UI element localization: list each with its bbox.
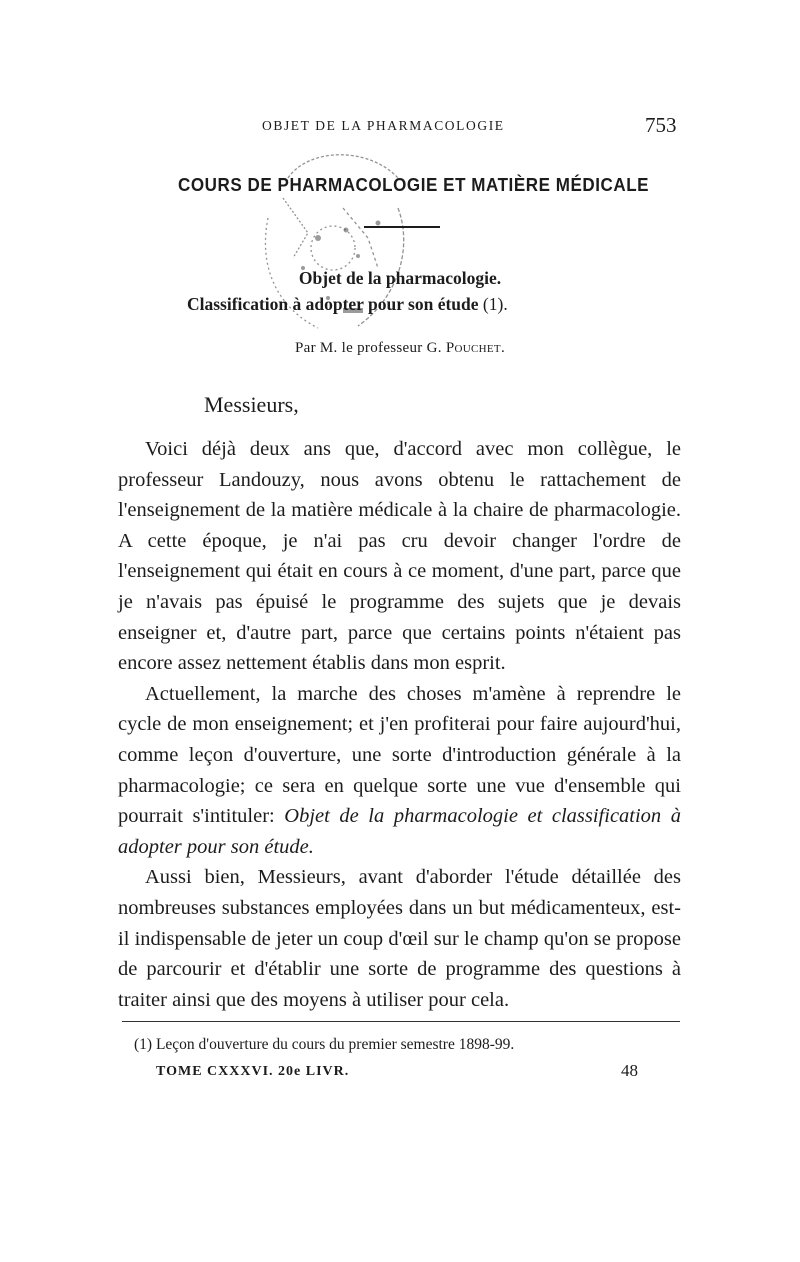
signature-number: 48: [621, 1061, 638, 1080]
paragraph-1: Voici déjà deux ans que, d'accord avec mon collègue, le professeur Landouzy, nous avons obtenu le rattachement de l'enseignement de la matière médicale à la chaire de pharmacologie. A cette époque, je n'ai pas cru devoir changer l'ordre de l'enseignement qui était en cours à ce moment, d'une part, parce que je n'avais pas épuisé le programme des sujets que je devais enseigner et, d'autre part, parce que certains points n'étaient pas encore assez nettement établis dans mon esprit.: [118, 438, 681, 675]
running-head: OBJET DE LA PHARMACOLOGIE: [262, 118, 505, 133]
signature-label: TOME CXXXVI. 20e LIVR.: [156, 1064, 350, 1079]
paragraph-2: [118, 679, 681, 863]
paragraph-3: Aussi bien, Messieurs, avant d'aborder l'étude détaillée des nombreuses substances employées dans un but médicamenteux, est-il indispensable de jeter un coup d'œil sur le champ qu'on se propose de parcourir et d'établir une sorte de programme des questions à traiter ainsi que des moyens à utiliser pour cela.: [118, 866, 681, 1011]
footnote: (1) Leçon d'ouverture du cours du premier semestre 1898-99.: [134, 1036, 515, 1053]
footnote-reference: (1).: [482, 294, 508, 314]
paragraph-2-text: Actuellement, la marche des choses m'amène à reprendre le cycle de mon enseignement; et j'en profiterai pour faire aujourd'hui, comme leçon d'ouverture, une sorte d'introduction générale à la pharmacologie; ce sera en quelque sorte une vue d'ensemble qui pourrait s'intituler:: [118, 682, 681, 828]
lecture-subtitle: [187, 294, 627, 315]
lecture-subtitle-text: Classification à adopter pour son étude: [187, 294, 479, 314]
lecture-title: Objet de la pharmacologie.: [298, 268, 502, 288]
author-prefix: Par M. le professeur G.: [294, 340, 442, 356]
author-name: Pouchet.: [445, 340, 506, 356]
salutation: Messieurs,: [204, 392, 299, 417]
title-divider: [364, 226, 440, 228]
body-text: [118, 434, 681, 1015]
paragraph-2-italic: Objet de la pharmacologie et classification à adopter pour son étude.: [118, 805, 681, 858]
author-line: [0, 340, 800, 357]
page-number: 753: [645, 113, 677, 137]
footnote-divider: [122, 1021, 680, 1022]
course-title: COURS DE PHARMACOLOGIE ET MATIÈRE MÉDICALE: [178, 174, 650, 195]
